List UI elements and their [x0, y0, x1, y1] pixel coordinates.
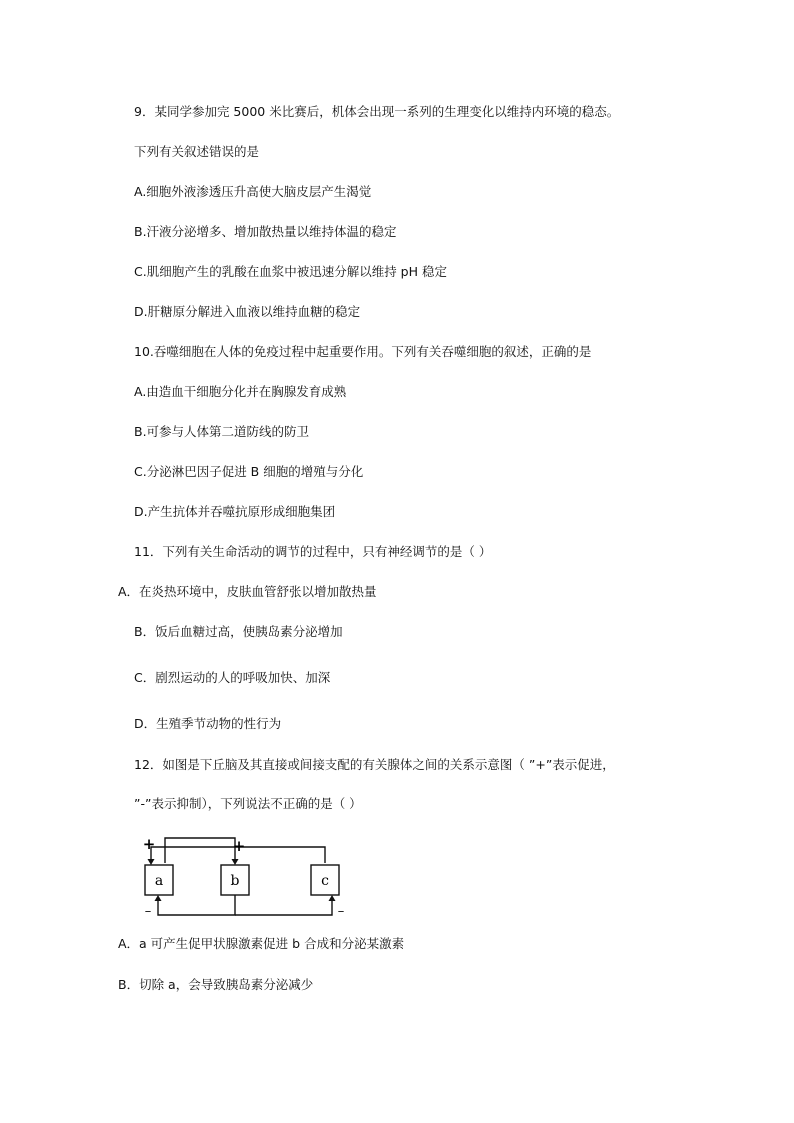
q11-option-a: A．在炎热环境中，皮肤血管舒张以增加散热量 — [118, 584, 377, 599]
q10-stem: 10.吞噬细胞在人体的免疫过程中起重要作用。下列有关吞噬细胞的叙述，正确的是 — [134, 344, 592, 359]
q9-stem-line2: 下列有关叙述错误的是 — [134, 144, 260, 159]
q11-stem: 11．下列有关生命活动的调节的过程中，只有神经调节的是（ ） — [134, 544, 492, 559]
q11-option-b: B．饭后血糖过高，使胰岛素分泌增加 — [134, 624, 343, 639]
q12-option-b: B．切除 a，会导致胰岛素分泌减少 — [118, 977, 314, 992]
connector-b-to-c — [235, 897, 332, 915]
q10-option-b: B.可参与人体第二道防线的防卫 — [134, 424, 310, 439]
arrowhead-into-b — [232, 859, 239, 865]
q12-stem-line1: 12．如图是下丘脑及其直接或间接支配的有关腺体之间的关系示意图（ ”+”表示促进， — [134, 757, 615, 772]
q10-option-c: C.分泌淋巴因子促进 B 细胞的增殖与分化 — [134, 464, 364, 479]
plus-sign-a: + — [142, 835, 156, 853]
arrowhead-into-a — [148, 859, 155, 865]
q9-option-a: A.细胞外液渗透压升高使大脑皮层产生渴觉 — [134, 184, 372, 199]
arrowhead-up-a — [155, 895, 162, 901]
connector-b-bottom — [158, 895, 235, 915]
connector-a-to-b — [165, 838, 235, 863]
q11-option-d: D．生殖季节动物的性行为 — [134, 716, 282, 731]
box-a-label: a — [154, 873, 164, 889]
q9-option-c: C.肌细胞产生的乳酸在血浆中被迅速分解以维持 pH 稳定 — [134, 264, 447, 279]
q10-option-a: A.由造血干细胞分化并在胸腺发育成熟 — [134, 384, 347, 399]
box-c-label: c — [321, 873, 329, 889]
q9-option-b: B.汗液分泌增多、增加散热量以维持体温的稳定 — [134, 224, 397, 239]
minus-sign-c: – — [337, 904, 345, 919]
q10-option-d: D.产生抗体并吞噬抗原形成细胞集团 — [134, 504, 336, 519]
q12-option-a: A．a 可产生促甲状腺激素促进 b 合成和分泌某激素 — [118, 936, 405, 951]
box-b-label: b — [230, 873, 240, 889]
q12-stem-line2: ”-”表示抑制），下列说法不正确的是（ ） — [134, 796, 362, 811]
q9-option-d: D.肝糖原分解进入血液以维持血糖的稳定 — [134, 304, 361, 319]
plus-sign-b: + — [232, 837, 246, 855]
gland-relationship-diagram — [135, 833, 365, 921]
arrowhead-up-c — [329, 895, 336, 901]
q9-stem-line1: 9．某同学参加完 5000 米比赛后，机体会出现一系列的生理变化以维持内环境的稳态。 — [134, 104, 620, 119]
minus-sign-a: – — [144, 904, 152, 919]
q11-option-c: C．剧烈运动的人的呼吸加快、加深 — [134, 670, 331, 685]
